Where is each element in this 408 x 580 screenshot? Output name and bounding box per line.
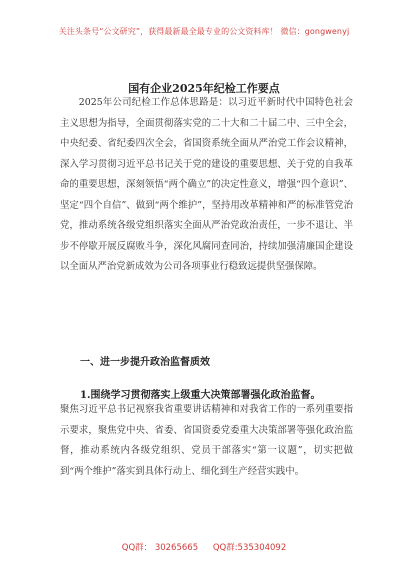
document-title: 国有企业2025年纪检工作要点	[128, 82, 280, 95]
footer-qq-group-1: QQ群： 30265665	[121, 543, 199, 553]
subsection-heading-1: 1.围绕学习贯彻落实上级重大决策部署强化政治监督。	[80, 390, 321, 401]
footer-contact	[0, 541, 408, 553]
section-heading-1: 一、进一步提升政治监督质效	[80, 357, 210, 368]
intro-paragraph: 2025年公司纪检工作总体思路是：以习近平新时代中国特色社会主义思想为指导，全面贯彻落实党的二十大和二十届二中、三中全会，中央纪委、省纪委四次全会，省国资系统全面从严治党工作会议精神，深入学习贯彻习近平总书记关于党的建设的重要思想、关于党的自我革命的重要思想，深刻领悟“两个确立”的决定性意义，增强“四个意识”、坚定“四个自信”、做到“两个维护”，坚持用改革精神和严的标准管党治党，推动系统各级党组织落实全面从严治党政治责任，一步不退让、半步不停歇开展反腐败斗争，深化风腐同查同治，持续加强清廉国企建设以全面从严治党新成效为公司各项事业行稳致远提供坚强保障。	[60, 97, 353, 272]
footer-qq-group-2: QQ群:535304092	[212, 543, 287, 553]
promo-banner: 关注头条号“公文研究”，获得最新最全最专业的公文资料库！ 微信：gongwenyj	[58, 27, 350, 36]
subsection-body-1: 聚焦习近平总书记视察我省重要讲话精神和对我省工作的一系列重要指示要求，聚焦党中央、省委、省国资委党委重大决策部署等强化政治监督，推动系统内各级党组织、党员干部落实“第一议题”，切实把做到“两个维护”落实到具体行动上、细化到生产经营实践中。	[60, 404, 353, 477]
